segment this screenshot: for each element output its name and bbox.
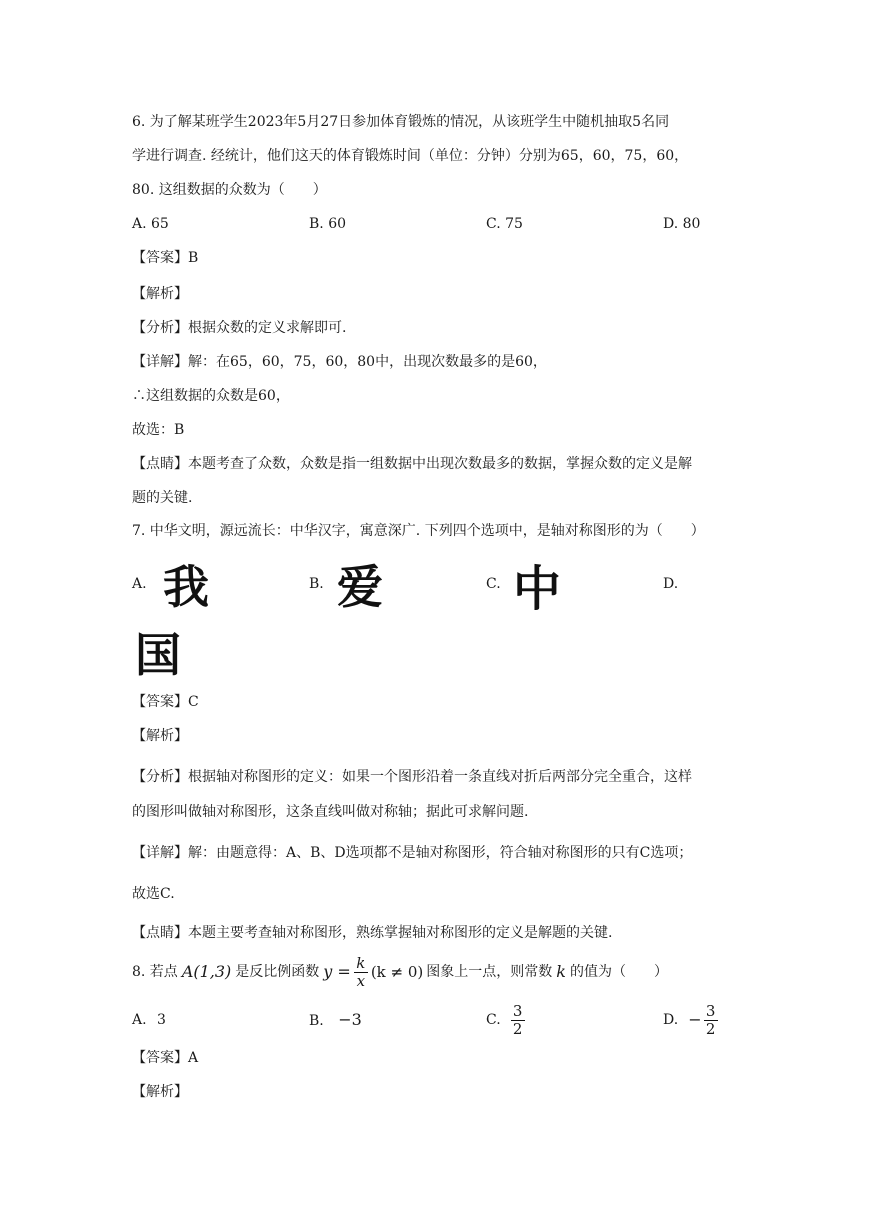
q8-func-lhs: y = [323, 962, 351, 981]
q8-func-denominator: x [356, 971, 366, 990]
q7-option-b-label: B. [309, 576, 324, 592]
q8-option-c [486, 998, 525, 1042]
q6-guxuan: 故选：B [132, 422, 185, 438]
q8-point: A(1,3) [181, 962, 232, 981]
q8-option-c-label: C. [486, 1012, 501, 1028]
q8-func-condition: (k ≠ 0) [370, 963, 424, 981]
q8-const: k [556, 962, 566, 981]
q6-jiexi: 【解析】 [132, 286, 188, 302]
q8-option-d-denominator: 2 [705, 1019, 716, 1038]
q8-option-a-label: A. [132, 1012, 147, 1028]
q8-prefix: 8. 若点 [132, 964, 178, 980]
q7-glyph-zhong: 中 [512, 560, 561, 617]
q8-option-b-label: B. [309, 1013, 324, 1029]
q6-answer: 【答案】B [132, 250, 199, 266]
q7-glyph-guo: 国 [135, 628, 181, 682]
q8-func-numerator: k [356, 953, 366, 972]
q7-answer: 【答案】C [132, 694, 199, 710]
q7-fenxi-2: 的图形叫做轴对称图形，这条直线叫做对称轴；据此可求解问题. [132, 804, 529, 820]
q7-jiexi: 【解析】 [132, 728, 188, 744]
q6-fenxi: 【分析】根据众数的定义求解即可. [132, 320, 347, 336]
q7-xiangjie: 【详解】解：由题意得：A、B、D选项都不是轴对称图形，符合轴对称图形的只有C选项； [132, 845, 693, 861]
q7-stem-line-1: 7. 中华文明，源远流长：中华汉字，寓意深广. 下列四个选项中，是轴对称图形的为（ ） [132, 523, 705, 539]
q6-xiangjie-1: 【详解】解：在65，60，75，60，80中，出现次数最多的是60， [132, 354, 547, 370]
q7-option-a-label: A. [132, 576, 147, 592]
q6-dianjing-1: 【点睛】本题考查了众数，众数是指一组数据中出现次数最多的数据，掌握众数的定义是解 [132, 456, 692, 472]
q8-option-c-fraction [511, 1003, 525, 1038]
q8-option-a-value: 3 [157, 1012, 166, 1028]
q6-option-d: D. 80 [663, 216, 701, 232]
q8-option-a [132, 1010, 166, 1030]
q8-option-c-denominator: 2 [512, 1019, 523, 1038]
q7-dianjing: 【点睛】本题主要考查轴对称图形，熟练掌握轴对称图形的定义是解题的关键. [132, 925, 613, 941]
q8-suffix-1: 图象上一点，则常数 [426, 964, 553, 980]
q6-option-b: B. 60 [309, 216, 347, 232]
q8-mid: 是反比例函数 [235, 964, 320, 980]
q8-option-b-value: −3 [338, 1010, 362, 1029]
q7-option-d-label: D. [663, 576, 679, 592]
q6-stem-line-2: 学进行调查. 经统计，他们这天的体育锻炼时间（单位：分钟）分别为65，60，75，60， [132, 148, 689, 164]
q7-glyph-wo: 我 [163, 560, 209, 614]
q8-jiexi: 【解析】 [132, 1084, 188, 1100]
q6-option-c: C. 75 [486, 216, 523, 232]
q8-answer: 【答案】A [132, 1050, 199, 1066]
q6-xiangjie-2: ∴这组数据的众数是60， [132, 388, 290, 404]
q8-option-b [309, 1010, 362, 1031]
q8-option-d [663, 998, 718, 1042]
q8-suffix-2: 的值为（ ） [569, 964, 668, 980]
q6-option-a: A. 65 [132, 216, 169, 232]
q8-option-c-numerator: 3 [512, 1001, 523, 1020]
q8-option-d-fraction [704, 1003, 718, 1038]
q8-func-fraction [354, 955, 368, 990]
q6-stem-line-1: 6. 为了解某班学生2023年5月27日参加体育锻炼的情况，从该班学生中随机抽取5名同 [132, 114, 670, 130]
q8-option-d-numerator: 3 [705, 1001, 716, 1020]
q8-option-d-sign: − [688, 1010, 702, 1029]
q7-option-c-label: C. [486, 576, 501, 592]
q7-fenxi-1: 【分析】根据轴对称图形的定义：如果一个图形沿着一条直线对折后两部分完全重合，这样 [132, 769, 692, 785]
q8-stem [132, 952, 668, 992]
q6-stem-line-3: 80. 这组数据的众数为（ ） [132, 182, 327, 198]
q8-option-d-label: D. [663, 1012, 679, 1028]
q6-dianjing-2: 题的关键. [132, 490, 193, 506]
q7-glyph-ai: 爱 [337, 560, 383, 614]
q7-guxuan: 故选C. [132, 886, 175, 902]
